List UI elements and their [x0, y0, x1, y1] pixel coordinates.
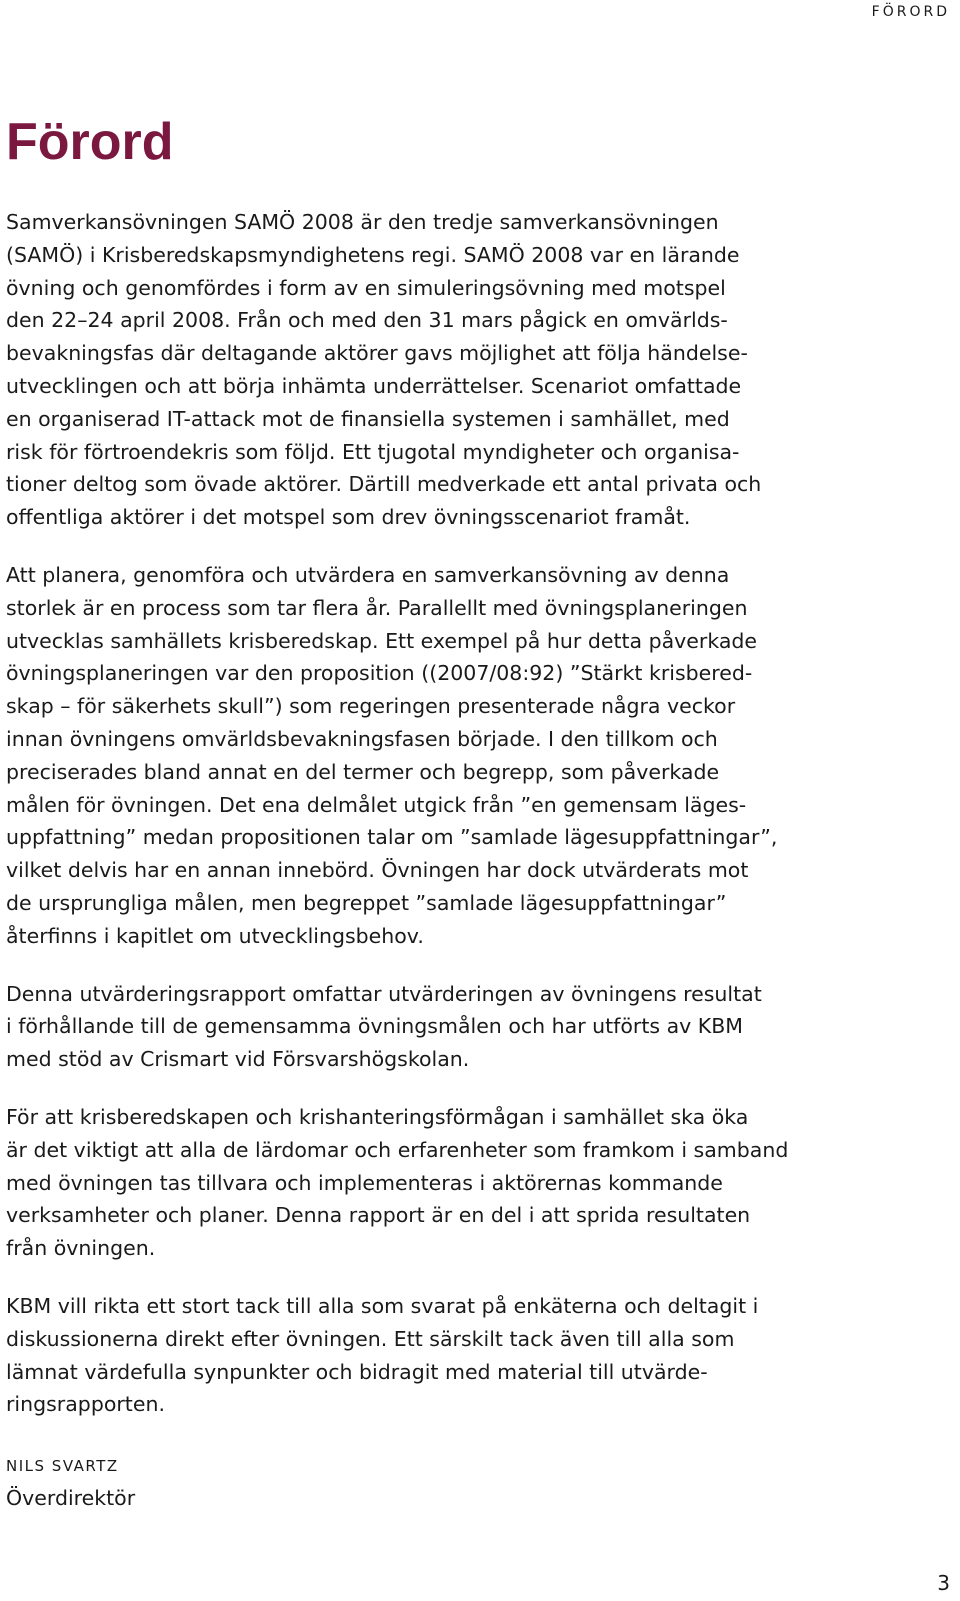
text-line: är det viktigt att alla de lärdomar och erfarenheter som framkom i samband: [6, 1137, 789, 1162]
text-line: diskussionerna direkt efter övningen. Ett särskilt tack även till alla som: [6, 1326, 735, 1351]
text-line: utvecklas samhällets krisberedskap. Ett exempel på hur detta påverkade: [6, 628, 758, 653]
text-line: med övningen tas tillvara och implementeras i aktörernas kommande: [6, 1170, 723, 1195]
text-line: med stöd av Crismart vid Försvarshögskolan.: [6, 1047, 470, 1072]
page-title: Förord: [6, 113, 174, 171]
signature-name: NILS SVARTZ: [6, 1457, 119, 1476]
text-line: Samverkansövningen SAMÖ 2008 är den tredje samverkansövningen: [6, 210, 719, 234]
paragraph: [6, 1101, 806, 1265]
text-line: vilket delvis har en annan innebörd. Övningen har dock utvärderats mot: [6, 858, 749, 883]
text-line: målen för övningen. Det ena delmålet utgick från ”en gemensam läges-: [6, 792, 747, 817]
text-line: de ursprungliga målen, men begreppet ”samlade lägesuppfattningar”: [6, 890, 727, 915]
text-line: uppfattning” medan propositionen talar om ”samlade lägesuppfattningar”,: [6, 825, 778, 850]
signature-role: Överdirektör: [6, 1486, 136, 1511]
paragraph: [6, 1290, 806, 1421]
text-line: den 22–24 april 2008. Från och med den 31 mars pågick en omvärlds-: [6, 308, 728, 333]
text-line: återfinns i kapitlet om utvecklingsbehov.: [6, 923, 424, 948]
text-line: KBM vill rikta ett stort tack till alla som svarat på enkäterna och deltagit i: [6, 1293, 759, 1318]
text-line: preciserades bland annat en del termer och begrepp, som påverkade: [6, 759, 720, 784]
page-number: 3: [937, 1571, 950, 1595]
text-line: från övningen.: [6, 1236, 156, 1261]
body-text: [6, 206, 806, 1513]
text-line: Denna utvärderingsrapport omfattar utvärderingen av övningens resultat: [6, 981, 762, 1006]
text-line: innan övningens omvärldsbevakningsfasen började. I den tillkom och: [6, 726, 718, 751]
text-line: lämnat värdefulla synpunkter och bidragit med material till utvärde-: [6, 1359, 708, 1384]
text-line: skap – för säkerhets skull”) som regeringen presenterade några veckor: [6, 694, 736, 719]
text-line: Att planera, genomföra och utvärdera en samverkansövning av denna: [6, 562, 730, 587]
text-line: bevakningsfas där deltagande aktörer gavs möjlighet att följa händelse-: [6, 341, 748, 366]
text-line: ringsrapporten.: [6, 1392, 165, 1417]
text-line: utvecklingen och att börja inhämta underrättelser. Scenariot omfattade: [6, 373, 742, 398]
text-line: (SAMÖ) i Krisberedskapsmyndighetens regi. SAMÖ 2008 var en lärande: [6, 242, 740, 267]
text-line: risk för förtroendekris som följd. Ett tjugotal myndigheter och organisa-: [6, 439, 740, 464]
paragraph: [6, 206, 806, 534]
text-line: i förhållande till de gemensamma övningsmålen och har utförts av KBM: [6, 1014, 743, 1039]
text-line: övning och genomfördes i form av en simuleringsövning med motspel: [6, 275, 726, 300]
text-line: offentliga aktörer i det motspel som drev övningsscenariot framåt.: [6, 505, 691, 530]
text-line: tioner deltog som övade aktörer. Därtill medverkade ett antal privata och: [6, 472, 762, 497]
paragraph: [6, 559, 806, 953]
text-line: verksamheter och planer. Denna rapport är en del i att sprida resultaten: [6, 1203, 751, 1228]
paragraph: [6, 978, 806, 1076]
text-line: en organiserad IT-attack mot de finansiella systemen i samhället, med: [6, 406, 730, 431]
text-line: storlek är en process som tar flera år. Parallellt med övningsplaneringen: [6, 595, 748, 620]
running-header: FÖRORD: [871, 4, 950, 20]
text-line: För att krisberedskapen och krishanteringsförmågan i samhället ska öka: [6, 1104, 749, 1129]
text-line: övningsplaneringen var den proposition ((2007/08:92) ”Stärkt krisbered-: [6, 661, 753, 686]
